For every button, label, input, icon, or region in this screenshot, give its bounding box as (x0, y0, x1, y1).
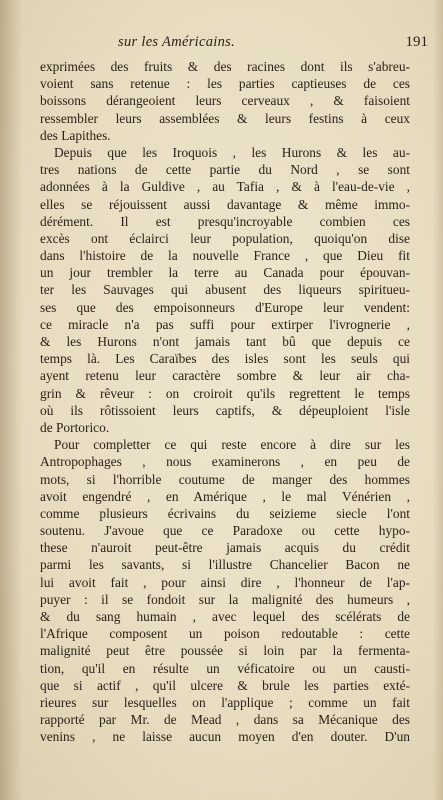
text-line: avoit engendré , en Amérique , le mal Vénérien , (40, 488, 410, 504)
text-line: ayent retenu leur caractère sombre & leur air cha- (40, 368, 410, 384)
text-line: tion, qu'il en résulte un véficatoire ou un causti- (40, 660, 410, 676)
text-line: mots, si l'horrible coutume de manger des hommes (40, 471, 410, 487)
text-line: un jour trembler la terre au Canada pour épouvan- (40, 265, 410, 281)
running-title: sur les Américains. (118, 34, 235, 50)
page-number: 191 (405, 34, 428, 50)
text-line: grin & rêveur : on croiroit qu'ils regrettent le temps (40, 385, 410, 401)
text-line: ses que des empoisonneurs d'Europe leur vendent: (40, 299, 410, 315)
text-line: lui avoit fait , pour ainsi dire , l'honneur de l'ap- (40, 574, 410, 590)
text-line: l'Afrique composent un poison redoutable : cette (40, 626, 410, 642)
gutter-shadow (0, 0, 22, 800)
text-line: que si actif , qu'il ulcere & brule les parties exté- (40, 677, 410, 693)
text-line: ter les Sauvages qui abusent des liqueurs spiritueu- (40, 282, 410, 298)
text-line: & les Hurons n'ont jamais tant bû que depuis ce (40, 334, 410, 349)
body-text (40, 58, 410, 746)
text-line: voient sans retenue : les parties captieuses de ces (40, 76, 410, 92)
text-line: ressembler leurs assemblées & leurs festins à ceux (40, 110, 410, 126)
text-line: venins , ne laisse aucun moyen d'en douter. D'un (40, 729, 410, 745)
text-line: elles se réjouissent aussi davantage & même immo- (40, 196, 410, 212)
text-line: tres nations de cette partie du Nord , se sont (40, 162, 410, 178)
text-line: these n'auroit peut-être jamais acquis du crédit (40, 540, 410, 556)
text-line: de Portorico. (40, 419, 110, 435)
text-line: boissons dérangeoient leurs cerveaux , & faisoient (40, 93, 410, 109)
text-line: soutenu. J'avoue que ce Paradoxe ou cette hypo- (40, 523, 410, 539)
text-line: Pour completter ce qui reste encore à dire sur les (54, 437, 410, 453)
text-line: dans l'histoire de la nouvelle France , que Dieu fit (40, 248, 410, 264)
text-line: adonnées à la Guldive , au Tafia , & à l'eau-de-vie , (40, 179, 410, 195)
text-line: excès ont éclairci leur population, quoiqu'on dise (40, 230, 410, 246)
text-line: Antropophages , nous examinerons , en peu de (40, 454, 410, 470)
page-edge-shadow (433, 0, 443, 800)
text-line: temps là. Les Caraïbes des isles sont les seuls qui (40, 351, 410, 367)
text-line: Depuis que les Iroquois , les Hurons & les au- (54, 144, 410, 160)
text-line: où ils rôtissoient leurs captifs, & dépeuploient l'isle (40, 402, 410, 418)
text-line: des Lapithes. (40, 127, 111, 143)
text-line: & du sang humain , avec lequel des scélérats de (40, 609, 410, 624)
text-line: malignité peut être poussée si loin par la fermenta- (40, 643, 410, 659)
text-line: rieures sur lesquelles on l'applique ; comme un fait (40, 694, 410, 710)
text-line: ce miracle n'a pas suffi pour extirper l'ivrognerie , (40, 316, 410, 332)
text-line: dérément. Il est presqu'incroyable combien ces (40, 213, 410, 229)
running-head (60, 34, 428, 52)
text-line: puyer : il se fondoit sur la malignité des humeurs , (40, 591, 410, 607)
text-line: parmi les savants, si l'illustre Chancelier Bacon ne (40, 557, 410, 573)
text-line: comme plusieurs écrivains du seizieme siecle l'ont (40, 505, 410, 521)
text-line: rapporté par Mr. de Mead , dans sa Mécanique des (40, 712, 410, 728)
text-line: exprimées des fruits & des racines dont ils s'abreu- (40, 59, 410, 74)
